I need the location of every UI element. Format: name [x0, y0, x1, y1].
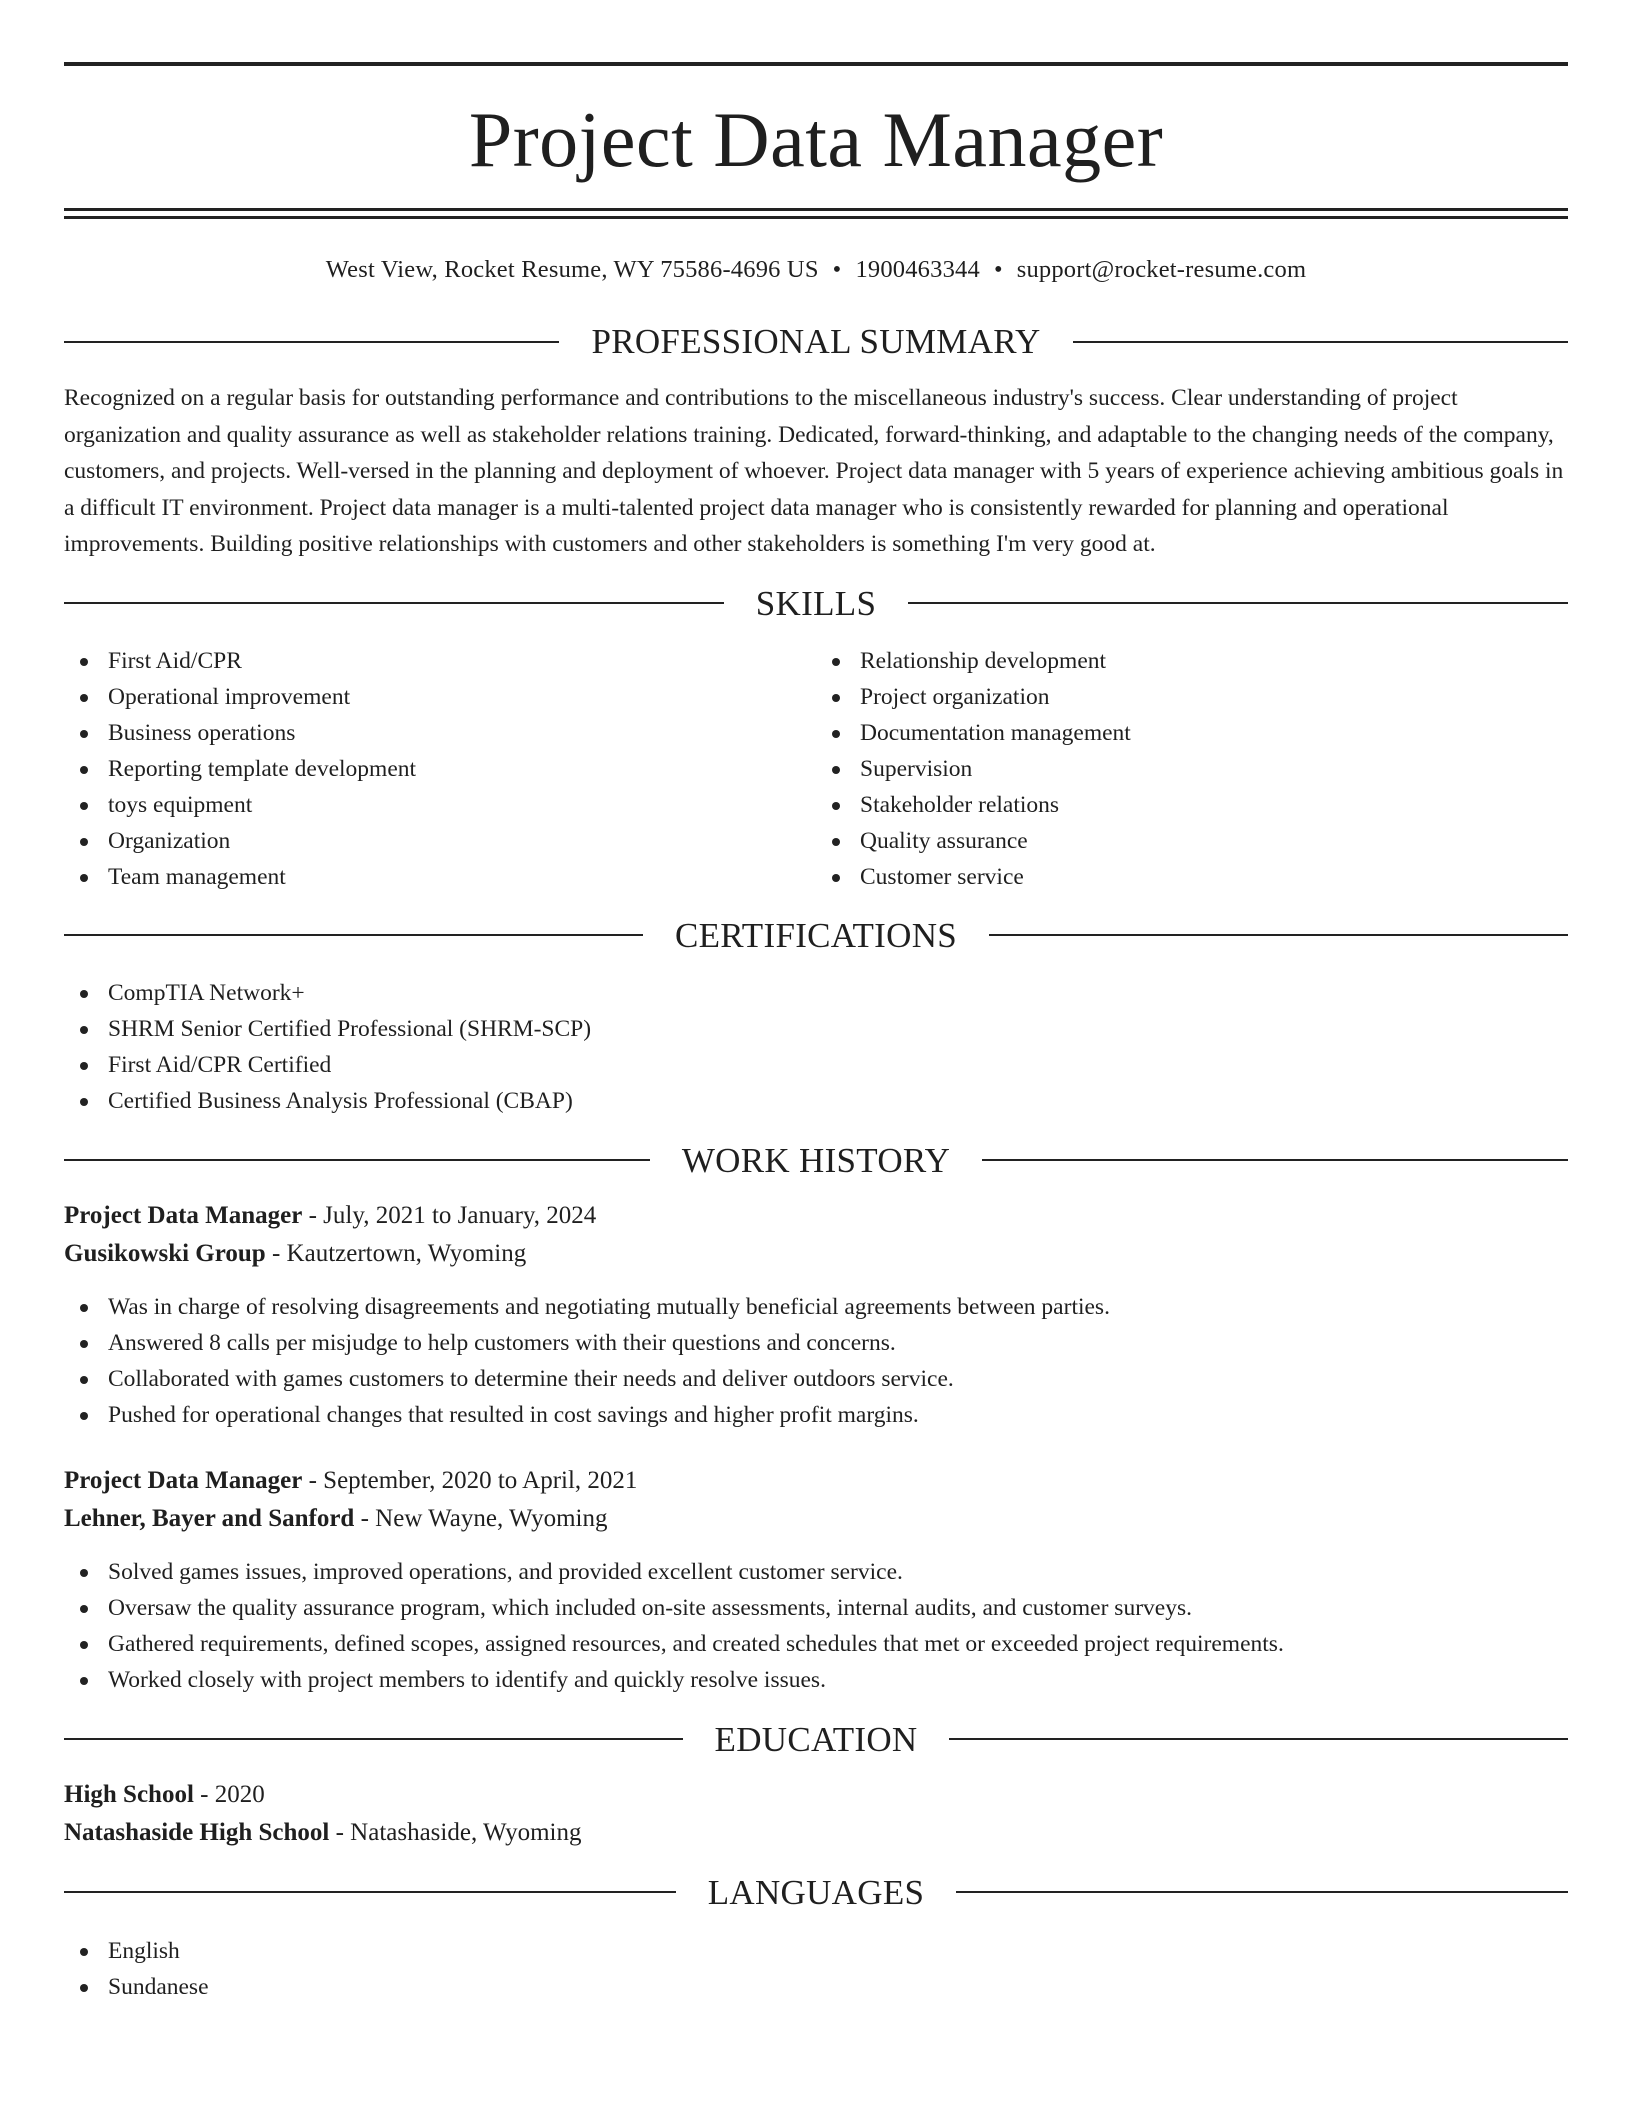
language-item: English — [64, 1933, 1568, 1969]
certification-item: Certified Business Analysis Professional (CBAP) — [64, 1083, 1568, 1119]
skill-item: Organization — [64, 823, 816, 859]
section-title: WORK HISTORY — [681, 1140, 951, 1180]
skill-item: First Aid/CPR — [64, 643, 816, 679]
job-company-line — [64, 1500, 1568, 1538]
certification-item: First Aid/CPR Certified — [64, 1047, 1568, 1083]
skill-item: Customer service — [816, 859, 1568, 895]
heading-rule — [64, 1159, 650, 1161]
skills-column-left — [64, 643, 816, 895]
job-title-line — [64, 1197, 1568, 1235]
skills-column-right — [816, 643, 1568, 895]
certifications-list — [64, 975, 1568, 1119]
job-dates: - July, 2021 to January, 2024 — [302, 1201, 597, 1229]
section-heading-languages — [64, 1872, 1568, 1912]
section-title: PROFESSIONAL SUMMARY — [591, 322, 1041, 361]
heading-rule — [1073, 341, 1568, 343]
heading-rule — [989, 934, 1568, 936]
skill-item: Operational improvement — [64, 679, 816, 715]
contact-email[interactable]: support@rocket-resume.com — [1016, 256, 1307, 283]
education-degree-line — [64, 1776, 1568, 1814]
job-entry — [64, 1197, 1568, 1433]
job-bullet: Collaborated with games customers to determine their needs and deliver outdoors service. — [64, 1361, 1568, 1397]
job-title-line — [64, 1462, 1568, 1500]
section-title: CERTIFICATIONS — [674, 915, 958, 955]
heading-rule — [949, 1738, 1568, 1740]
section-heading-skills — [64, 583, 1568, 623]
skill-item: Project organization — [816, 679, 1568, 715]
skill-item: Supervision — [816, 751, 1568, 787]
skill-item: Quality assurance — [816, 823, 1568, 859]
skill-item: Stakeholder relations — [816, 787, 1568, 823]
education-school-line — [64, 1814, 1568, 1852]
section-heading-work-history — [64, 1140, 1568, 1180]
section-title: LANGUAGES — [707, 1872, 925, 1912]
skill-item: Team management — [64, 859, 816, 895]
education-entry — [64, 1776, 1568, 1852]
job-company: Gusikowski Group — [64, 1239, 266, 1267]
section-title: SKILLS — [755, 583, 877, 623]
summary-text: Recognized on a regular basis for outstanding performance and contributions to the miscellaneous industry's success. Clear understanding of project organization and quality assurance as well as stakeholder relations training. Dedicated, forward-thinking, and adaptable to the changing needs of the company, customers, and projects. Well-versed in the planning and deployment of whoever. Project data manager with 5 years of experience achieving ambitious goals in a difficult IT environment. Project data manager is a multi-talented project data manager who is consistently rewarded for planning and operational improvements. Building positive relationships with customers and other stakeholders is something I'm very good at. — [64, 385, 1564, 557]
contact-address: West View, Rocket Resume, WY 75586-4696 US — [325, 256, 819, 283]
header-rule-lower — [64, 216, 1568, 219]
education-year: - 2020 — [193, 1780, 265, 1808]
job-bullet: Solved games issues, improved operations, and provided excellent customer service. — [64, 1554, 1568, 1590]
job-company-line — [64, 1235, 1568, 1273]
heading-rule — [956, 1891, 1568, 1893]
contact-separator: • — [993, 256, 1003, 283]
contact-phone: 1900463344 — [855, 256, 980, 283]
job-bullets — [64, 1289, 1568, 1433]
skill-item: Reporting template development — [64, 751, 816, 787]
section-title: EDUCATION — [714, 1719, 918, 1759]
skill-item: Business operations — [64, 715, 816, 751]
heading-rule — [64, 1891, 676, 1893]
contact-separator: • — [832, 256, 842, 283]
heading-rule — [908, 602, 1568, 604]
job-role: Project Data Manager — [64, 1466, 303, 1494]
section-heading-certifications — [64, 915, 1568, 955]
heading-rule — [64, 602, 724, 604]
job-location: - Kautzertown, Wyoming — [265, 1239, 527, 1267]
job-role: Project Data Manager — [64, 1201, 303, 1229]
heading-rule — [64, 341, 559, 343]
skill-item: toys equipment — [64, 787, 816, 823]
job-entry — [64, 1462, 1568, 1698]
job-location: - New Wayne, Wyoming — [354, 1504, 608, 1532]
skill-item: Relationship development — [816, 643, 1568, 679]
section-heading-summary — [64, 324, 1568, 359]
certification-item: SHRM Senior Certified Professional (SHRM-SCP) — [64, 1011, 1568, 1047]
education-location: - Natashaside, Wyoming — [329, 1818, 582, 1846]
job-bullets — [64, 1554, 1568, 1698]
contact-line — [64, 256, 1568, 284]
skill-item: Documentation management — [816, 715, 1568, 751]
heading-rule — [64, 934, 643, 936]
resume-name: Project Data Manager — [468, 96, 1164, 183]
heading-rule — [64, 1738, 683, 1740]
heading-rule — [982, 1159, 1568, 1161]
language-item: Sundanese — [64, 1969, 1568, 2005]
job-bullet: Was in charge of resolving disagreements and negotiating mutually beneficial agreements between parties. — [64, 1289, 1568, 1325]
job-dates: - September, 2020 to April, 2021 — [302, 1466, 638, 1494]
job-company: Lehner, Bayer and Sanford — [64, 1504, 355, 1532]
skills-list — [64, 643, 1568, 895]
languages-list — [64, 1933, 1568, 2005]
job-bullet: Answered 8 calls per misjudge to help customers with their questions and concerns. — [64, 1325, 1568, 1361]
job-bullet: Gathered requirements, defined scopes, assigned resources, and created schedules that met or exceeded project requirements. — [64, 1626, 1568, 1662]
education-school: Natashaside High School — [64, 1818, 330, 1846]
job-bullet: Oversaw the quality assurance program, which included on-site assessments, internal audits, and customer surveys. — [64, 1590, 1568, 1626]
education-degree: High School — [64, 1780, 194, 1808]
header-rule-upper — [64, 208, 1568, 211]
job-bullet: Pushed for operational changes that resulted in cost savings and higher profit margins. — [64, 1397, 1568, 1433]
section-heading-education — [64, 1719, 1568, 1759]
job-bullet: Worked closely with project members to identify and quickly resolve issues. — [64, 1662, 1568, 1698]
certification-item: CompTIA Network+ — [64, 975, 1568, 1011]
